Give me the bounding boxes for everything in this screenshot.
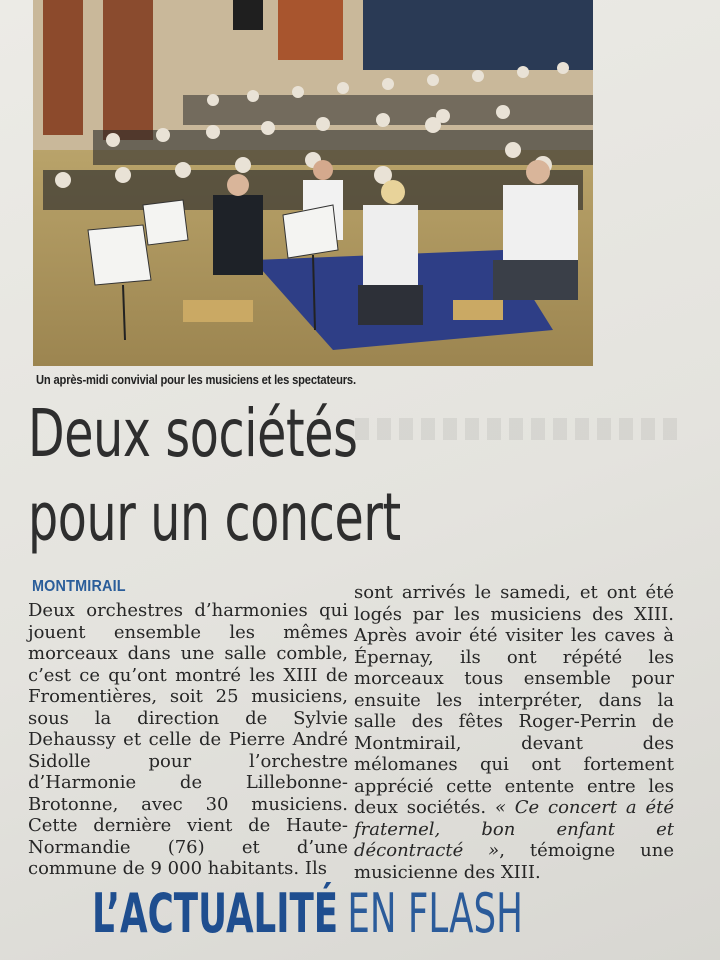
banner-bold: L’ACTUALITÉ: [92, 882, 339, 945]
body-paragraph-right: [354, 582, 674, 883]
article-headline: [28, 392, 401, 560]
section-banner: [92, 884, 523, 944]
photo-caption: Un après-midi convivial pour les musiciens et les spectateurs.: [36, 372, 356, 387]
body-text-right-a: sont arrivés le samedi, et ont été logés par les musiciens des XIII. Après avoir été visiter les caves à Épernay, ils ont répété les morceaux tous ensemble pour ensuite les interpréter, dans la salle des fêtes Roger-Perrin de Montmirail, devant des mélomanes qui ont fortement apprécié cette entente entre les deux sociétés.: [354, 582, 674, 818]
musician-quote: « Ce concert a été fraternel, bon enfant et décontracté »: [354, 797, 674, 861]
concert-photo-illustration: [33, 0, 593, 366]
article-column-right: [354, 582, 674, 883]
bleed-through-text: [355, 418, 685, 440]
body-paragraph-left: Deux orchestres d’harmonies qui jouent ensemble les mêmes morceaux dans une salle comble, c’est ce qu’ont montré les XIII de Fromentières, soit 25 musiciens, sous la direction de Sylvie Dehaussy et celle de Pierre André Sidolle pour l’orchestre d’Harmonie de Lillebonne-Brotonne, avec 30 musiciens. Cette dernière vient de Haute-Normandie (76) et d’une commune de 9 000 habitants. Ils: [28, 600, 348, 879]
headline-line-2: pour un concert: [28, 479, 401, 556]
headline-line-1: Deux sociétés: [28, 395, 358, 472]
concert-photo: [33, 0, 593, 366]
body-text-right-b: , témoigne une musicienne des XIII.: [354, 840, 674, 883]
banner-light: EN FLASH: [347, 882, 523, 945]
article-column-left: [28, 600, 348, 880]
dateline: MONTMIRAIL: [32, 578, 126, 595]
